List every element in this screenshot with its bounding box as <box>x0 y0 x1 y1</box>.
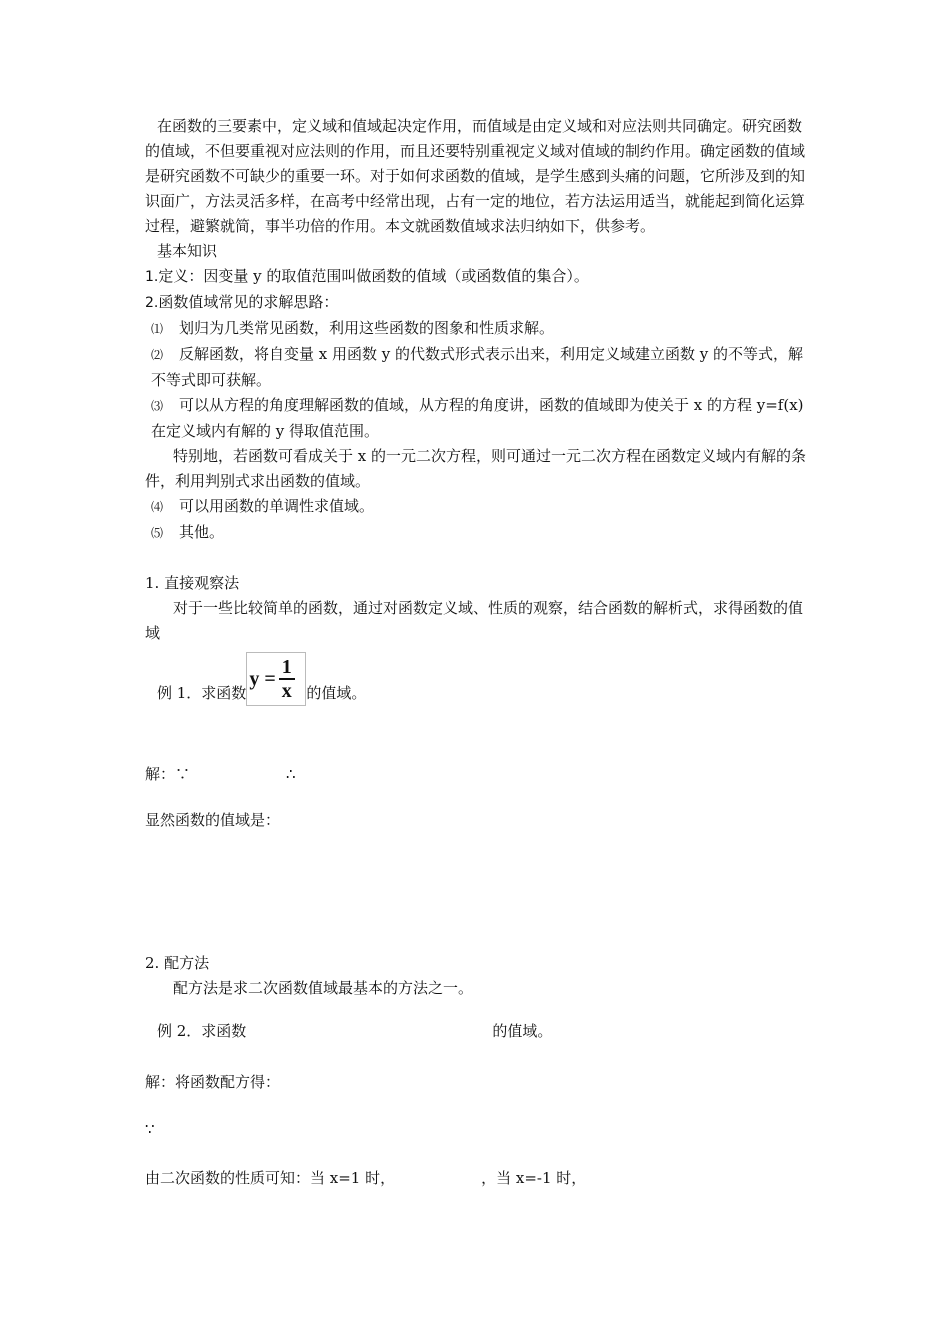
document-page <box>145 114 810 1191</box>
example1-formula <box>246 652 306 706</box>
idea-text: 反解函数，将自变量 x 用函数 y 的代数式形式表示出来，利用定义域建立函数 y 的不等式，解不等式即可获解。 <box>151 345 804 389</box>
idea-number: ⑸ <box>151 526 164 540</box>
section1-title: 1. 直接观察法 <box>145 574 240 592</box>
solution1-line <box>145 762 810 787</box>
section2-title: 2. 配方法 <box>145 954 210 972</box>
idea-text: 可以用函数的单调性求值域。 <box>179 497 375 515</box>
formula-fraction <box>279 656 295 702</box>
solution1-conclusion: 显然函数的值域是： <box>145 811 281 829</box>
idea-number: ⑵ <box>151 348 164 362</box>
idea-item-2 <box>145 342 810 393</box>
special-note: 特别地，若函数可看成关于 x 的一元二次方程，则可通过一元二次方程在函数定义域内有解的条件，利用判别式求出函数的值域。 <box>145 447 806 490</box>
formula-lhs: y = <box>249 667 276 690</box>
definition-number: 1. <box>145 269 159 285</box>
idea-item-3 <box>145 393 810 444</box>
idea-item-5 <box>145 520 810 546</box>
idea-text: 其他。 <box>179 523 225 541</box>
section2-desc: 配方法是求二次函数值域最基本的方法之一。 <box>173 979 474 997</box>
formula-numerator: 1 <box>281 656 292 678</box>
example2-suffix: 的值域。 <box>492 1022 553 1040</box>
ideas-number: 2. <box>145 295 159 311</box>
idea-text: 划归为几类常见函数，利用这些函数的图象和性质求解。 <box>179 319 555 337</box>
solution2-line: 解：将函数配方得： <box>145 1073 281 1091</box>
example2-prefix: 例 2．求函数 <box>157 1022 247 1040</box>
example2-line <box>145 1019 810 1044</box>
ideas-line <box>145 290 810 316</box>
idea-number: ⑴ <box>151 322 164 336</box>
idea-number: ⑷ <box>151 500 164 514</box>
basics-heading: 基本知识 <box>157 242 218 260</box>
idea-item-4 <box>145 494 810 520</box>
idea-item-1 <box>145 316 810 342</box>
last-line-part-b: ，当 x=-1 时， <box>481 1169 587 1187</box>
ideas-text: 函数值域常见的求解思路： <box>158 293 339 311</box>
definition-text: 定义：因变量 y 的取值范围叫做函数的值域（或函数值的集合）。 <box>158 267 589 285</box>
example1-line <box>145 652 810 706</box>
idea-number: ⑶ <box>151 399 164 413</box>
solution2-last-line <box>145 1166 810 1191</box>
example1-suffix: 的值域。 <box>306 684 367 702</box>
section1-desc: 对于一些比较简单的函数，通过对函数定义域、性质的观察，结合函数的解析式，求得函数的值域 <box>145 599 804 642</box>
definition-line <box>145 264 810 290</box>
therefore-symbol: ∴ <box>286 765 296 783</box>
formula-denominator: x <box>281 680 292 702</box>
solution1-label: 解：∵ <box>145 765 191 783</box>
because-symbol: ∵ <box>145 1120 155 1138</box>
last-line-part-a: 由二次函数的性质可知：当 x=1 时， <box>145 1169 396 1187</box>
intro-paragraph: 在函数的三要素中，定义域和值域起决定作用，而值域是由定义域和对应法则共同确定。研究函数的值域，不但要重视对应法则的作用，而且还要特别重视定义域对值域的制约作用。确定函数的值域是研究函数不可缺少的重要一环。对于如何求函数的值域，是学生感到头痛的问题，它所涉及到的知识面广，方法灵活多样，在高考中经常出现，占有一定的地位，若方法运用适当，就能起到简化运算过程，避繁就简，事半功倍的作用。本文就函数值域求法归纳如下，供参考。 <box>145 117 806 235</box>
example1-prefix: 例 1．求函数 <box>157 684 247 702</box>
idea-text: 可以从方程的角度理解函数的值域，从方程的角度讲，函数的值域即为使关于 x 的方程 y=f(x)在定义域内有解的 y 得取值范围。 <box>151 396 804 440</box>
